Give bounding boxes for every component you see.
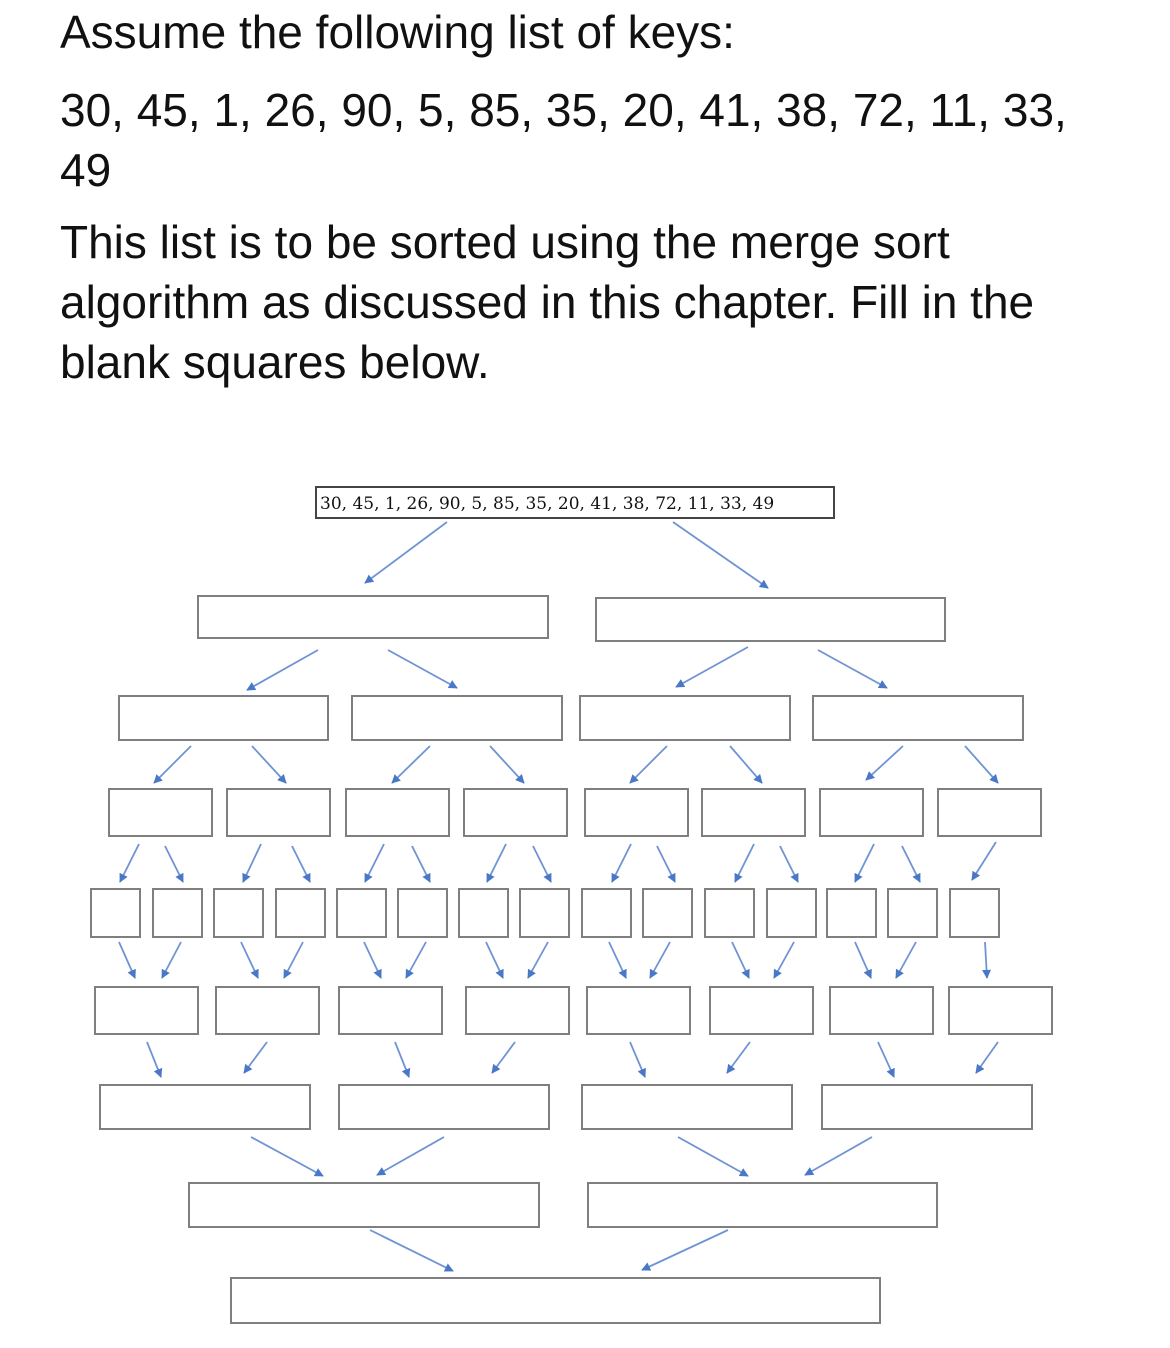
arrow (735, 844, 754, 882)
arrow (642, 1230, 728, 1270)
split-level3-box (464, 789, 567, 836)
arrow (492, 1042, 515, 1073)
arrow (727, 1042, 750, 1073)
merge-level3-box (588, 1183, 937, 1227)
root-list-label: 30, 45, 1, 26, 90, 5, 85, 35, 20, 41, 38, 72, 11, 33, 49 (320, 494, 775, 514)
arrow (154, 746, 191, 783)
split-level3-box (109, 789, 212, 836)
merge-level1-box (216, 987, 319, 1034)
arrow (730, 746, 762, 783)
split-level3-box (585, 789, 688, 836)
arrow (732, 942, 749, 978)
single-key-box (705, 889, 754, 937)
split-level2-box (119, 696, 328, 740)
arrow (243, 844, 261, 882)
split-level3-box (346, 789, 449, 836)
arrow (147, 1042, 161, 1077)
arrow (774, 942, 794, 978)
split-level3-box (702, 789, 805, 836)
single-key-box (91, 889, 140, 937)
single-key-box (459, 889, 508, 937)
arrow (650, 942, 670, 978)
arrow (609, 942, 626, 978)
split-level1-box (596, 598, 945, 641)
single-key-box (582, 889, 631, 937)
split-level2-box (580, 696, 790, 740)
arrow (902, 846, 920, 882)
single-key-box (950, 889, 999, 937)
arrow (528, 942, 548, 978)
keys-list-text: 30, 45, 1, 26, 90, 5, 85, 35, 20, 41, 38, 72, 11, 33, 49 (60, 84, 1067, 196)
arrow (120, 844, 139, 882)
arrow (866, 746, 903, 780)
arrow (657, 846, 675, 882)
arrow (976, 1042, 998, 1073)
single-key-box (888, 889, 937, 937)
arrow (678, 1137, 748, 1176)
arrow (855, 942, 871, 978)
single-key-box (398, 889, 447, 937)
arrow (252, 746, 286, 783)
arrow (972, 842, 996, 880)
merge-level1-box (830, 987, 933, 1034)
merge-level1-box (95, 987, 198, 1034)
arrow (119, 942, 135, 978)
arrow (395, 1042, 409, 1077)
arrow (377, 1137, 444, 1175)
arrow (364, 942, 381, 978)
arrow (251, 1137, 323, 1176)
arrow (486, 942, 503, 978)
arrow (365, 522, 447, 583)
arrow (244, 1042, 267, 1073)
intro-text: Assume the following list of keys: (60, 6, 735, 58)
arrow (780, 846, 798, 882)
single-key-box (214, 889, 263, 937)
merge-level1-box (710, 987, 813, 1034)
merge-level2-box (822, 1085, 1032, 1129)
merge-level1-box (339, 987, 442, 1034)
arrow (855, 844, 874, 882)
arrow (985, 942, 987, 978)
single-key-box (827, 889, 876, 937)
arrow (896, 942, 916, 978)
arrow (370, 1230, 453, 1271)
single-key-box (520, 889, 569, 937)
arrow (676, 647, 748, 687)
arrow (241, 942, 258, 978)
single-key-box (276, 889, 325, 937)
single-key-box (767, 889, 816, 937)
merge-level1-box (466, 987, 569, 1034)
merge-level1-box (949, 987, 1052, 1034)
merge-level2-box (339, 1085, 549, 1129)
merge-level3-box (189, 1183, 539, 1227)
task-text: This list is to be sorted using the merge sort algorithm as discussed in this chapter. Fill in the blank squares below. (60, 216, 1035, 388)
arrow (878, 1042, 894, 1077)
arrow (162, 942, 181, 978)
arrow (292, 846, 310, 882)
arrow (165, 846, 183, 882)
arrow (487, 844, 506, 882)
arrow (612, 844, 631, 882)
single-key-box (153, 889, 202, 937)
arrow (805, 1137, 872, 1175)
split-level1-box (198, 596, 548, 638)
merge-level1-box (587, 987, 690, 1034)
arrow (673, 522, 768, 588)
arrow (818, 650, 887, 688)
arrow (247, 650, 318, 690)
split-level3-box (227, 789, 330, 836)
blank-boxes (91, 596, 1052, 1323)
arrow (490, 746, 524, 783)
final-sorted-box (231, 1278, 880, 1323)
split-level3-box (820, 789, 923, 836)
arrow (533, 846, 551, 882)
arrow (630, 1042, 645, 1077)
single-key-box (337, 889, 386, 937)
arrow (284, 942, 303, 978)
arrow (412, 846, 430, 882)
single-key-box (643, 889, 692, 937)
arrow (406, 942, 426, 978)
split-level2-box (352, 696, 562, 740)
merge-level2-box (582, 1085, 792, 1129)
split-level3-box (938, 789, 1041, 836)
arrow (392, 746, 430, 783)
arrow (388, 650, 457, 688)
arrow (965, 746, 998, 783)
split-level2-box (813, 696, 1023, 740)
merge-level2-box (100, 1085, 310, 1129)
arrow (365, 844, 384, 882)
arrow (630, 746, 667, 783)
